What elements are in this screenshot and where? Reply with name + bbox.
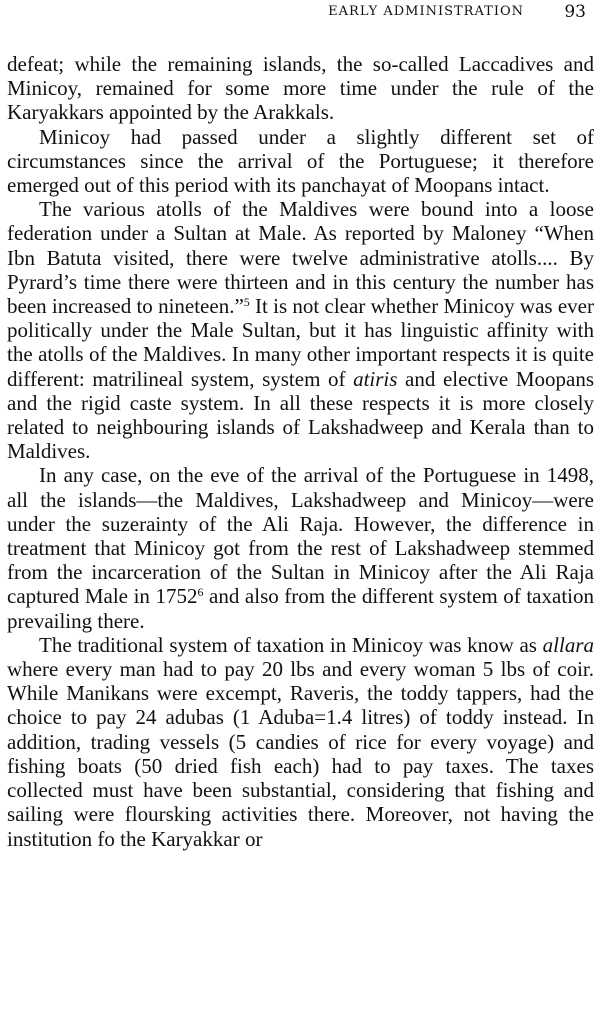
footnote-marker: 6 [197,585,204,600]
running-title: EARLY ADMINISTRATION [328,4,524,19]
paragraph-text: The traditional system of taxation in Minicoy was know as [39,632,543,657]
paragraph-portuguese [7,463,594,632]
paragraph-minicoy [7,125,594,198]
paragraph-text: Minicoy had passed under a slightly different set of circumstances since the arrival of the Portuguese; it therefore emerged out of this period with its panchayat of Moopans intact. [7,124,594,198]
page-number: 93 [564,2,586,22]
paragraph-maldives [7,197,594,463]
paragraph-taxation [7,633,594,851]
italic-term: atiris [353,366,398,391]
body-text [7,52,594,851]
italic-term: allara [542,632,594,657]
paragraph-text: In any case, on the eve of the arrival of the Portuguese in 1498, all the islands—the Maldives, Lakshadweep and Minicoy—were under the suzerainty of the Ali Raja. However, the difference in treatment that Minicoy got from the rest of Lakshadweep stemmed from the incarceration of the Sultan in Minicoy after the Ali Raja captured Male in 1752 [7,463,594,609]
paragraph-text: and also from the different system of taxation prevailing there. [7,584,594,633]
paragraph-text: defeat; while the remaining islands, the so-called Laccadives and Minicoy, remained for some more time under the rule of the Karyakkars appointed by the Arakkals. [7,52,594,125]
paragraph-text: It is not clear whether Minicoy was ever politically under the Male Sultan, but it has linguistic affinity with the atolls of the Maldives. In many other important respects it is quite different: matrilineal system, system of [7,294,594,391]
footnote-marker: 5 [243,295,250,310]
paragraph-continuation [7,52,594,125]
paragraph-text: and elective Moopans and the rigid caste system. In all these respects it is more closely related to neighbouring islands of Lakshadweep and Kerala than to Maldives. [7,366,595,464]
running-head [0,4,600,24]
paragraph-text: The various atolls of the Maldives were bound into a loose federation under a Sultan at Male. As reported by Maloney “When Ibn Batuta visited, there were twelve administrative atolls.... By Pyrard’s time there were thirteen and in this century the number has been increased to nineteen.” [7,197,594,319]
paragraph-text: where every man had to pay 20 lbs and every woman 5 lbs of coir. While Manikans were excempt, Raveris, the toddy tappers, had the choice to pay 24 adubas (1 Aduba=1.4 litres) of toddy instead. In addition, trading vessels (5 candies of rice for every voyage) and fishing boats (50 dried fish each) had to pay taxes. The taxes collected must have been substantial, considering that fishing and sailing were floursking activities there. Moreover, not having the institution fo the Karyakkar or [7,657,594,851]
